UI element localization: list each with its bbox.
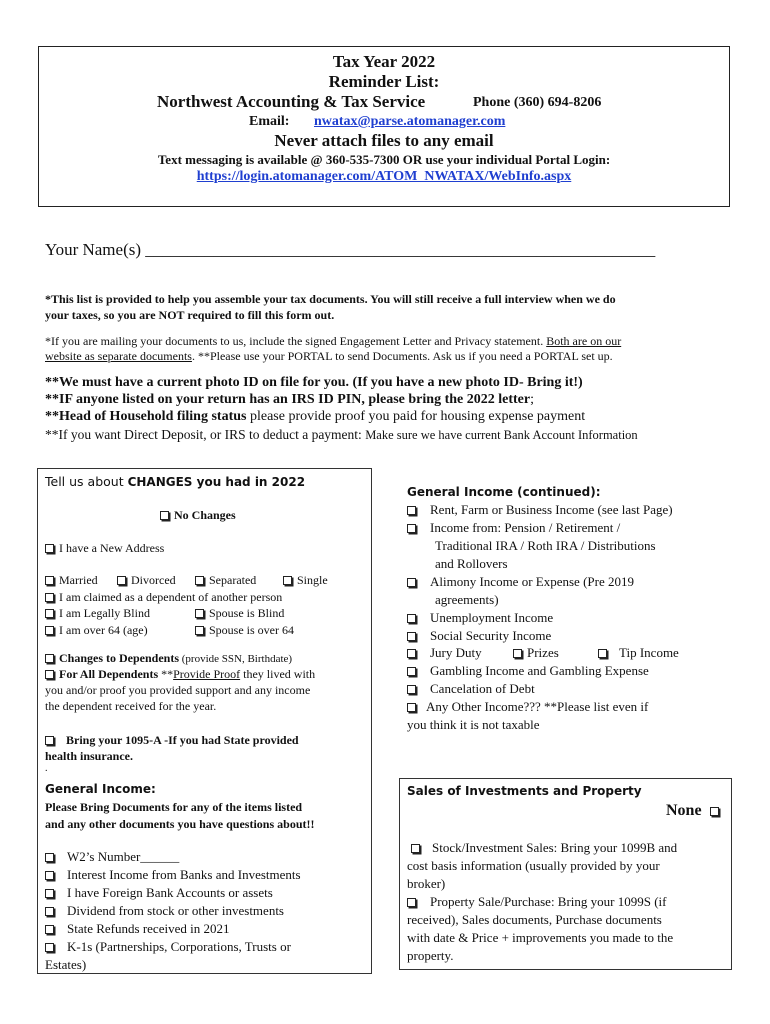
blind-label: I am Legally Blind: [59, 606, 150, 620]
reminder-title: Reminder List:: [328, 72, 440, 91]
separated-label: Separated: [209, 573, 257, 587]
pension-line3: and Rollovers: [435, 556, 508, 571]
foreign-label: I have Foreign Bank Accounts or assets: [67, 885, 273, 900]
pension-label: Income from: Pension / Retirement /: [430, 520, 621, 535]
refunds-option[interactable]: [45, 921, 229, 937]
stray-dot: .: [45, 763, 48, 774]
jury-label: Jury Duty: [430, 645, 482, 660]
prizes-option[interactable]: [513, 645, 559, 661]
new-address-label: I have a New Address: [59, 541, 165, 555]
changes-heading: [45, 474, 305, 490]
checkbox-icon[interactable]: [45, 654, 54, 663]
interest-option[interactable]: [45, 867, 301, 883]
income-cont-heading: General Income (continued):: [407, 485, 601, 499]
k1-option[interactable]: [45, 939, 291, 955]
dependent-label: I am claimed as a dependent of another person: [59, 590, 283, 604]
checkbox-icon[interactable]: [117, 576, 126, 585]
all-dep-text: they lived with: [240, 667, 316, 681]
all-dependents-line3: the dependent received for the year.: [45, 699, 217, 713]
form1095-option[interactable]: [45, 733, 299, 748]
note-2-underlined: Both are on our: [546, 334, 622, 348]
checkbox-icon[interactable]: [411, 844, 420, 853]
foreign-option[interactable]: [45, 885, 273, 901]
property-sale-option[interactable]: [407, 894, 667, 910]
separated-option[interactable]: [195, 573, 256, 588]
form1095-line2: health insurance.: [45, 749, 134, 763]
rent-label: Rent, Farm or Business Income (see last Page): [430, 502, 673, 517]
all-dependents-option[interactable]: [45, 667, 315, 682]
checkbox-icon[interactable]: [407, 614, 416, 623]
checkbox-icon[interactable]: [407, 506, 416, 515]
checkbox-icon[interactable]: [283, 576, 292, 585]
tax-year-title: Tax Year 2022: [332, 52, 436, 71]
social-security-label: Social Security Income: [430, 628, 552, 643]
dependent-option[interactable]: [45, 590, 282, 605]
portal-link-wrap: [39, 169, 729, 185]
reminder-hoh: [45, 409, 585, 425]
dividend-label: Dividend from stock or other investments: [67, 903, 284, 918]
checkbox-icon[interactable]: [45, 889, 54, 898]
dependents-changes-option[interactable]: [45, 651, 292, 666]
checkbox-icon[interactable]: [710, 807, 719, 816]
checkbox-icon[interactable]: [45, 544, 54, 553]
checkbox-icon[interactable]: [513, 649, 522, 658]
pension-option[interactable]: [407, 520, 620, 536]
firm-name: Northwest Accounting & Tax Service: [157, 92, 426, 111]
email-link[interactable]: nwatax@parse.atomanager.com: [314, 114, 506, 129]
w2-label: W2’s Number______: [67, 849, 180, 864]
general-income-sub2: and any other documents you have questions about!!: [45, 817, 315, 831]
note-2-line1: [45, 334, 621, 349]
reminder-hoh-bold: **Head of Household filing status: [45, 409, 247, 424]
general-income-heading: General Income:: [45, 782, 156, 796]
dep-changes-text: (provide SSN, Birthdate): [179, 653, 293, 665]
reminder-photo-id: **We must have a current photo ID on file for you. (If you have a new photo ID- Bring it!): [45, 375, 583, 390]
sales-none-label: None: [666, 802, 702, 819]
alimony-line2: agreements): [435, 592, 499, 607]
all-dependents-line2: you and/or proof you provided support and any income: [45, 683, 311, 697]
social-security-option[interactable]: [407, 628, 551, 644]
single-label: Single: [297, 573, 328, 587]
reminder-deposit: [45, 427, 638, 443]
no-changes-option[interactable]: [160, 508, 236, 523]
alimony-option[interactable]: [407, 574, 634, 590]
checkbox-icon[interactable]: [407, 578, 416, 587]
other-income-label: Any Other Income??? **Please list even if: [426, 699, 649, 714]
all-dep-bold: For All Dependents: [59, 667, 159, 681]
reminder-deposit-b: Make sure we have current Bank Account Information: [365, 428, 638, 442]
pension-line2: Traditional IRA / Roth IRA / Distributions: [435, 538, 656, 553]
married-option[interactable]: [45, 573, 98, 588]
checkbox-icon[interactable]: [45, 626, 54, 635]
property-sale-line3: with date & Price + improvements you made to the: [407, 930, 674, 945]
sales-none-option[interactable]: [666, 802, 724, 820]
email-warning: Never attach files to any email: [274, 131, 494, 150]
portal-link[interactable]: https://login.atomanager.com/ATOM_NWATAX/WebInfo.aspx: [196, 169, 572, 184]
refunds-label: State Refunds received in 2021: [67, 921, 230, 936]
unemployment-option[interactable]: [407, 610, 553, 626]
unemployment-label: Unemployment Income: [430, 610, 554, 625]
stock-sales-label: Stock/Investment Sales: Bring your 1099B and: [432, 840, 678, 855]
checkbox-icon[interactable]: [45, 736, 54, 745]
note-2-line2: [45, 349, 613, 364]
note-1-line1: *This list is provided to help you assemble your tax documents. You will still receive a full interview when we do: [45, 292, 616, 306]
checkbox-icon[interactable]: [407, 667, 416, 676]
checkbox-icon[interactable]: [45, 593, 54, 602]
checkbox-icon[interactable]: [598, 649, 607, 658]
note-2-text-2: . **Please use your PORTAL to send Documents. Ask us if you need a PORTAL set up.: [191, 349, 613, 363]
checkbox-icon[interactable]: [45, 576, 54, 585]
checkbox-icon[interactable]: [407, 898, 416, 907]
checkbox-icon[interactable]: [160, 511, 169, 520]
reminder-ip-pin-semicolon: ;: [530, 392, 534, 407]
tips-option[interactable]: [598, 645, 679, 661]
checkbox-icon[interactable]: [407, 524, 416, 533]
debt-option[interactable]: [407, 681, 535, 697]
checkbox-icon[interactable]: [45, 609, 54, 618]
w2-option[interactable]: [45, 849, 179, 865]
gambling-option[interactable]: [407, 663, 649, 679]
reminder-hoh-text: please provide proof you paid for housing expense payment: [246, 409, 586, 424]
checkbox-icon[interactable]: [45, 925, 54, 934]
over64-label: I am over 64 (age): [59, 623, 148, 637]
other-income-option[interactable]: [407, 699, 648, 715]
reminder-ip-pin-text: **IF anyone listed on your return has an IRS ID PIN, please bring the 2022 letter: [45, 392, 531, 407]
reminder-ip-pin: [45, 392, 534, 408]
name-field[interactable]: Your Name(s) ____________________________________________________________: [45, 240, 656, 259]
header-box: [38, 46, 730, 207]
interest-label: Interest Income from Banks and Investments: [67, 867, 301, 882]
property-sale-label: Property Sale/Purchase: Bring your 1099S (if: [430, 894, 667, 909]
checkbox-icon[interactable]: [45, 853, 54, 862]
jury-option[interactable]: [407, 645, 482, 661]
checkbox-icon[interactable]: [195, 626, 204, 635]
checkbox-icon[interactable]: [407, 685, 416, 694]
k1-line2: Estates): [45, 957, 87, 972]
alimony-label: Alimony Income or Expense (Pre 2019: [430, 574, 634, 589]
changes-heading-a: Tell us about: [45, 474, 128, 489]
spouse-blind-label: Spouse is Blind: [209, 606, 285, 620]
k1-label: K-1s (Partnerships, Corporations, Trusts or: [67, 939, 291, 954]
reminder-deposit-a: **If you want Direct Deposit, or IRS to deduct a payment:: [45, 427, 366, 442]
checkbox-icon[interactable]: [195, 576, 204, 585]
spouse-over64-label: Spouse is over 64: [209, 623, 294, 637]
single-option[interactable]: [283, 573, 328, 588]
stock-sales-line3: broker): [407, 876, 446, 891]
property-sale-line4: property.: [407, 948, 454, 963]
checkbox-icon[interactable]: [407, 703, 416, 712]
over64-option[interactable]: [45, 623, 148, 638]
note-2-text: *If you are mailing your documents to us, include the signed Engagement Letter and Privacy statement.: [45, 334, 547, 348]
checkbox-icon[interactable]: [45, 670, 54, 679]
debt-label: Cancelation of Debt: [430, 681, 535, 696]
checkbox-icon[interactable]: [45, 871, 54, 880]
stock-sales-option[interactable]: [407, 840, 677, 856]
new-address-option[interactable]: [45, 541, 164, 556]
firm-phone: Phone (360) 694-8206: [473, 95, 602, 110]
blind-option[interactable]: [45, 606, 150, 621]
rent-option[interactable]: [407, 502, 673, 518]
form1095-label: Bring your 1095-A -If you had State provided: [66, 733, 299, 747]
divorced-option[interactable]: [117, 573, 176, 588]
married-label: Married: [59, 573, 98, 587]
sales-heading: Sales of Investments and Property: [407, 784, 642, 798]
checkbox-icon[interactable]: [45, 943, 54, 952]
dep-changes-bold: Changes to Dependents: [59, 651, 180, 665]
divorced-label: Divorced: [131, 573, 176, 587]
stock-sales-line2: cost basis information (usually provided by your: [407, 858, 660, 873]
texting-note: Text messaging is available @ 360-535-7300 OR use your individual Portal Login:: [157, 152, 611, 167]
checkbox-icon[interactable]: [407, 649, 416, 658]
email-label: Email:: [249, 114, 290, 129]
note-2-underlined-2: website as separate documents: [45, 349, 192, 363]
checkbox-icon[interactable]: [45, 907, 54, 916]
spouse-over64-option[interactable]: [195, 623, 294, 638]
general-income-sub1: Please Bring Documents for any of the items listed: [45, 800, 303, 814]
all-dep-underlined: Provide Proof: [173, 667, 241, 681]
checkbox-icon[interactable]: [407, 632, 416, 641]
gambling-label: Gambling Income and Gambling Expense: [430, 663, 649, 678]
changes-heading-b: CHANGES you had in 2022: [127, 475, 306, 489]
checkbox-icon[interactable]: [195, 609, 204, 618]
note-1-line2: your taxes, so you are NOT required to fill this form out.: [45, 308, 335, 322]
property-sale-line2: received), Sales documents, Purchase documents: [407, 912, 662, 927]
other-income-line2: you think it is not taxable: [407, 717, 540, 732]
prizes-label: Prizes: [527, 645, 559, 660]
all-dep-stars: **: [158, 667, 174, 681]
dividend-option[interactable]: [45, 903, 284, 919]
spouse-blind-option[interactable]: [195, 606, 284, 621]
tips-label: Tip Income: [619, 645, 679, 660]
no-changes-label: No Changes: [174, 508, 236, 522]
